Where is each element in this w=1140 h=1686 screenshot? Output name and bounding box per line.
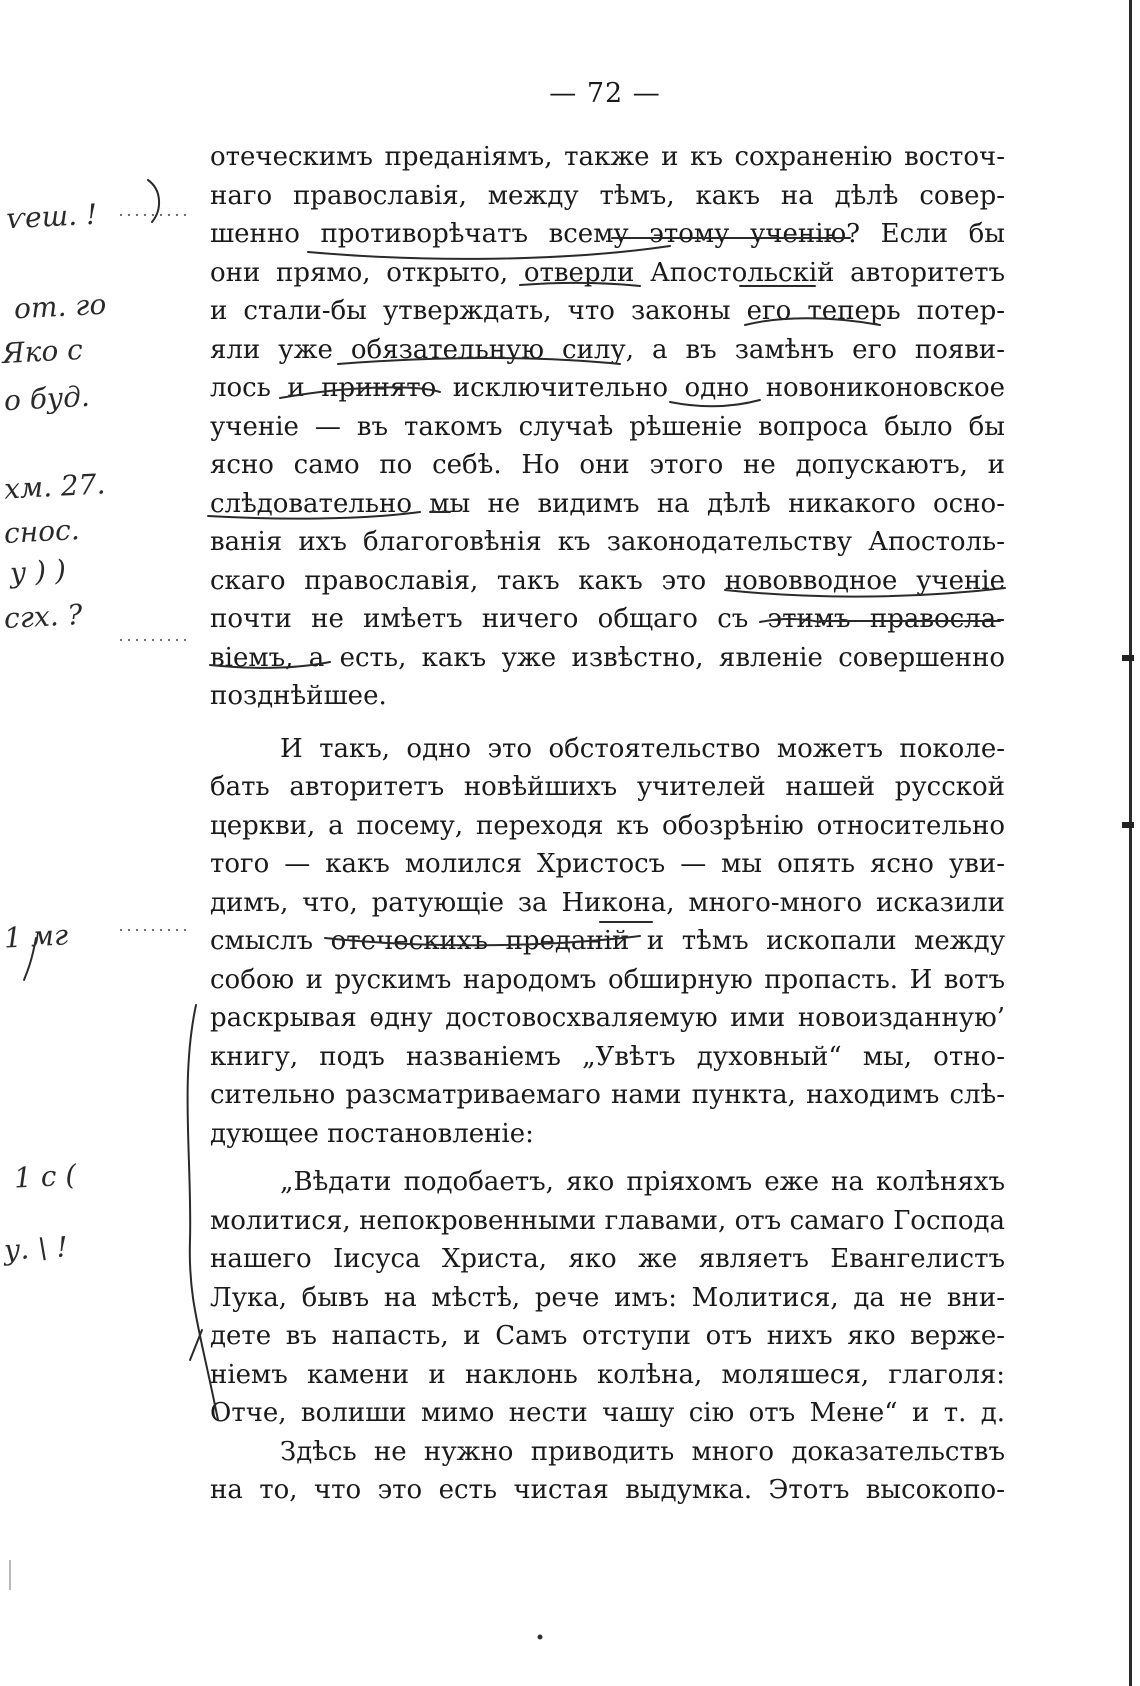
text-line: смыслъ отеческихъ преданій и тѣмъ ископали между — [210, 926, 1005, 956]
marginal-note: у ) ) — [9, 553, 67, 590]
text-line: того — какъ молился Христосъ — мы опять ясно уви- — [210, 849, 1005, 879]
text-line: отеческимъ преданіямъ, также и къ сохраненію восточ- — [210, 142, 1005, 172]
marginal-note: о буд. — [3, 379, 91, 418]
marginal-note: Яко с — [1, 332, 84, 371]
text-line: ясно само по себѣ. Но они этого не допускаютъ, и — [210, 450, 1005, 480]
text-line: и стали-бы утверждать, что законы его теперь потер- — [210, 296, 1005, 326]
bracket-mark — [148, 180, 159, 222]
quote-line: Отче, волиши мимо нести чашу сію отъ Мене“ и т. д. — [210, 1398, 1005, 1428]
marginal-note: хм. 27. — [3, 467, 107, 506]
text-line: раскрывая ѳдну достовосхваляемую ими новоизданную’ — [210, 1003, 1005, 1033]
text-line: яли уже обязательную силу, а въ замѣнъ его появи- — [210, 334, 1005, 365]
page-number: — 72 — — [549, 78, 661, 109]
marginal-note: сгх. ? — [3, 597, 84, 636]
text-line: Здѣсь не нужно приводить много доказательствъ — [280, 1436, 1005, 1467]
text-line: димъ, что, ратующіе за Никона, много-много исказили — [210, 887, 1005, 918]
scan-mark — [1122, 655, 1134, 661]
text-line: И такъ, одно это обстоятельство можетъ поколе- — [280, 733, 1005, 764]
text-line: лось и принято исключительно одно новониконовское — [210, 373, 1005, 403]
text-line: шенно противорѣчатъ всему этому ученію? Если бы — [210, 219, 1005, 249]
text-line: ванія ихъ благоговѣнія къ законодательству Апостоль- — [210, 527, 1005, 557]
text-line: сительно разсматриваемаго нами пункта, находимъ слѣ- — [210, 1080, 1005, 1110]
scan-edge — [1129, 0, 1132, 1686]
text-line: собою и рускимъ народомъ обширную пропасть. И вотъ — [210, 964, 1005, 995]
text-line: ученіе — въ такомъ случаѣ рѣшеніе вопроса было бы — [210, 411, 1005, 442]
marginal-note: от. го — [13, 287, 108, 326]
marginal-note: у. \ ! — [3, 1230, 69, 1267]
scan-speck — [538, 1635, 543, 1640]
main-text — [210, 138, 1005, 1510]
marginal-note: снос. — [3, 513, 81, 550]
text-line: наго православія, между тѣмъ, какъ на дѣлѣ совер- — [210, 180, 1005, 211]
marginal-note: 1 с ( — [13, 1158, 78, 1195]
text-line: слѣдовательно мы не видимъ на дѣлѣ никакого осно- — [210, 488, 1005, 519]
text-line: скаго православія, такъ какъ это нововводное ученіе — [210, 565, 1005, 596]
text-line: дующее постановленіе: — [210, 1118, 534, 1149]
text-line: почти не имѣетъ ничего общаго съ этимъ правосла- — [210, 604, 1005, 634]
text-line: книгу, подъ названіемъ „Увѣтъ духовный“ мы, отно- — [210, 1041, 1005, 1072]
text-line: на то, что это есть чистая выдумка. Этотъ высокопо- — [210, 1475, 1005, 1505]
text-line: они прямо, открыто, отверли Апостольскій авторитетъ — [210, 257, 1005, 288]
text-line: віемъ, а есть, какъ уже извѣстно, явленіе совершенно — [210, 642, 1005, 673]
text-line: церкви, а посему, переходя къ обозрѣнію относительно — [210, 810, 1005, 841]
marginal-note: ѵеш. ! — [5, 197, 98, 236]
marginal-note: 1 мг — [3, 918, 69, 955]
quote-line: дете въ напасть, и Самъ отступи отъ нихъ яко верже- — [210, 1321, 1005, 1351]
quote-line: Лука, бывъ на мѣстѣ, рече имъ: Молитися, да не вни- — [210, 1282, 1005, 1313]
bracket-mark — [190, 1330, 202, 1360]
text-line: позднѣйшее. — [210, 681, 387, 711]
quote-line: нашего Іисуса Христа, яко же являетъ Евангелистъ — [210, 1244, 1005, 1274]
scan-mark — [1122, 822, 1134, 828]
quote-line: молитися, непокровенными главами, отъ самаго Господа — [210, 1205, 1005, 1236]
quote-line: „Вѣдати подобаетъ, яко пріяхомъ еже на колѣняхъ — [280, 1167, 1005, 1197]
quote-line: ніемъ камени и наклонь колѣна, моляшеся, глаголя: — [210, 1359, 1005, 1390]
text-line: бать авторитетъ новѣйшихъ учителей нашей русской — [210, 772, 1005, 802]
